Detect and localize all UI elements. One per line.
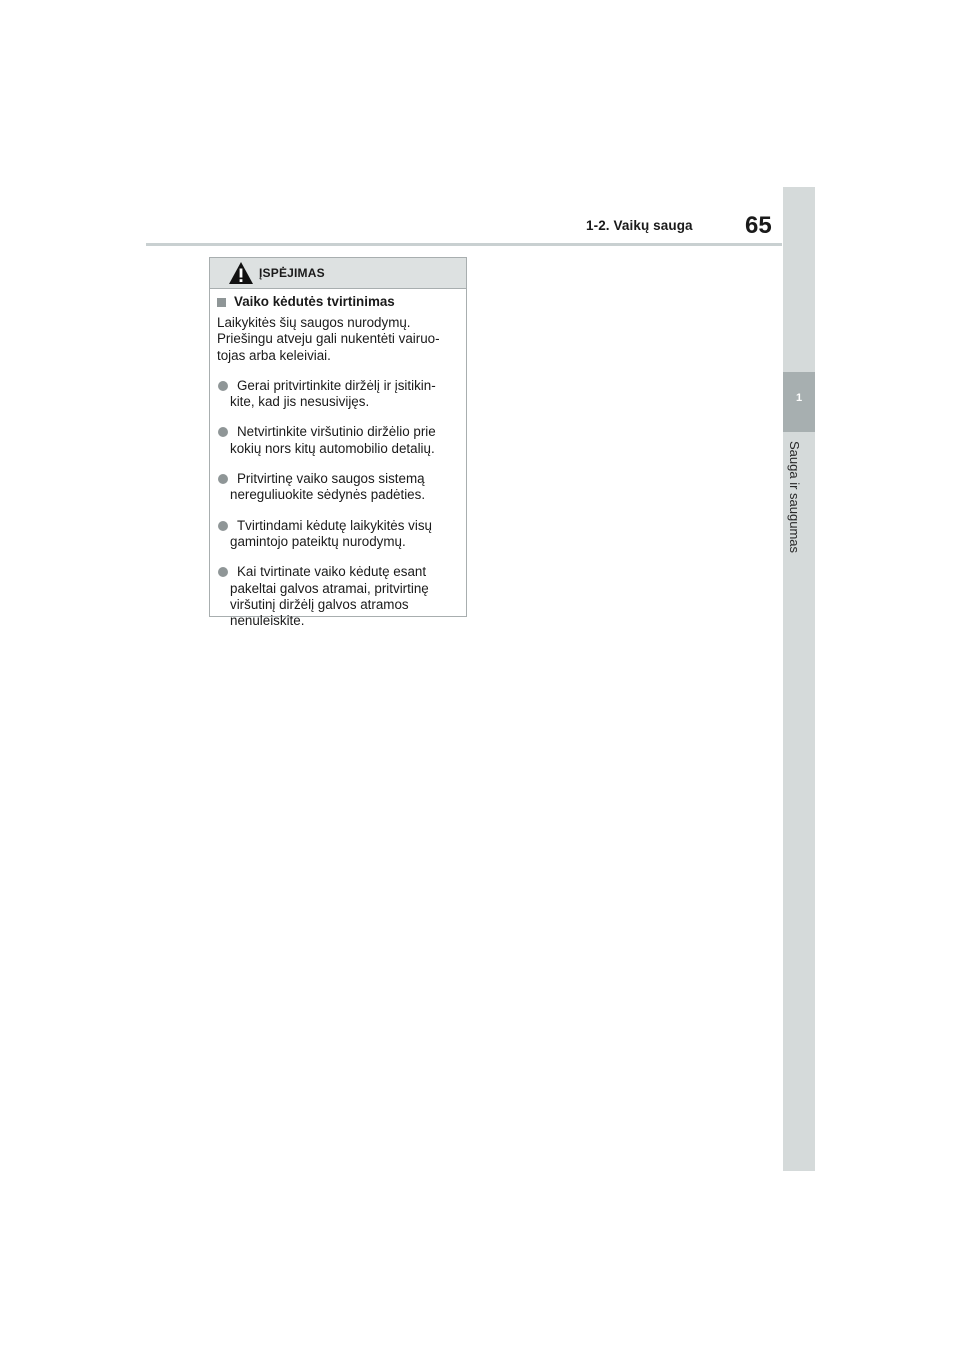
warning-intro	[217, 315, 460, 364]
warning-subheading	[217, 294, 460, 310]
warning-box	[209, 257, 467, 629]
item-line: gamintojo pateiktų nurodymų.	[230, 533, 406, 549]
item-line: kite, kad jis nesusivijęs.	[230, 394, 370, 410]
item-line: pakeltai galvos atramai, pritvirtinę	[230, 580, 429, 596]
item-line: Tvirtindami kėdutę laikykitės visų	[237, 517, 432, 533]
subheading-text: Vaiko kėdutės tvirtinimas	[234, 293, 395, 309]
chapter-label: Sauga ir saugumas	[787, 441, 802, 554]
item-line: viršutinį diržėlį galvos atramos	[230, 596, 409, 612]
warning-body	[210, 289, 466, 629]
round-bullet-icon	[218, 474, 228, 484]
warning-list-item	[217, 378, 460, 411]
square-bullet-icon	[217, 298, 226, 307]
item-line: Gerai pritvirtinkite diržėlį ir įsitikin-	[237, 377, 436, 393]
round-bullet-icon	[218, 521, 228, 531]
chapter-side-tab	[783, 187, 815, 1171]
warning-list-item	[217, 424, 460, 457]
intro-line: tojas arba keleiviai.	[217, 347, 331, 363]
warning-title: ĮSPĖJIMAS	[259, 266, 325, 280]
warning-list-item	[217, 471, 460, 504]
header-rule	[146, 243, 782, 246]
warning-list-item	[217, 564, 460, 629]
warning-header	[210, 258, 466, 289]
item-line: Netvirtinkite viršutinio diržėlio prie	[237, 424, 436, 440]
page-number: 65	[745, 212, 772, 239]
item-line: nereguliuokite sėdynės padėties.	[230, 487, 426, 503]
warning-triangle-icon	[228, 261, 254, 285]
round-bullet-icon	[218, 427, 228, 437]
chapter-number: 1	[795, 392, 803, 404]
intro-line: Laikykitės šių saugos nurodymų.	[217, 315, 411, 330]
item-line: Kai tvirtinate vaiko kėdutę esant	[237, 564, 427, 580]
round-bullet-icon	[218, 567, 228, 577]
item-line: Pritvirtinę vaiko saugos sistemą	[237, 471, 425, 487]
warning-list-item	[217, 518, 460, 551]
item-line: nenuleiskite.	[230, 613, 305, 629]
item-line: kokių nors kitų automobilio detalių.	[230, 440, 435, 456]
intro-line: Priešingu atveju gali nukentėti vairuo-	[217, 331, 440, 347]
round-bullet-icon	[218, 381, 228, 391]
section-title: 1-2. Vaikų sauga	[586, 218, 693, 233]
